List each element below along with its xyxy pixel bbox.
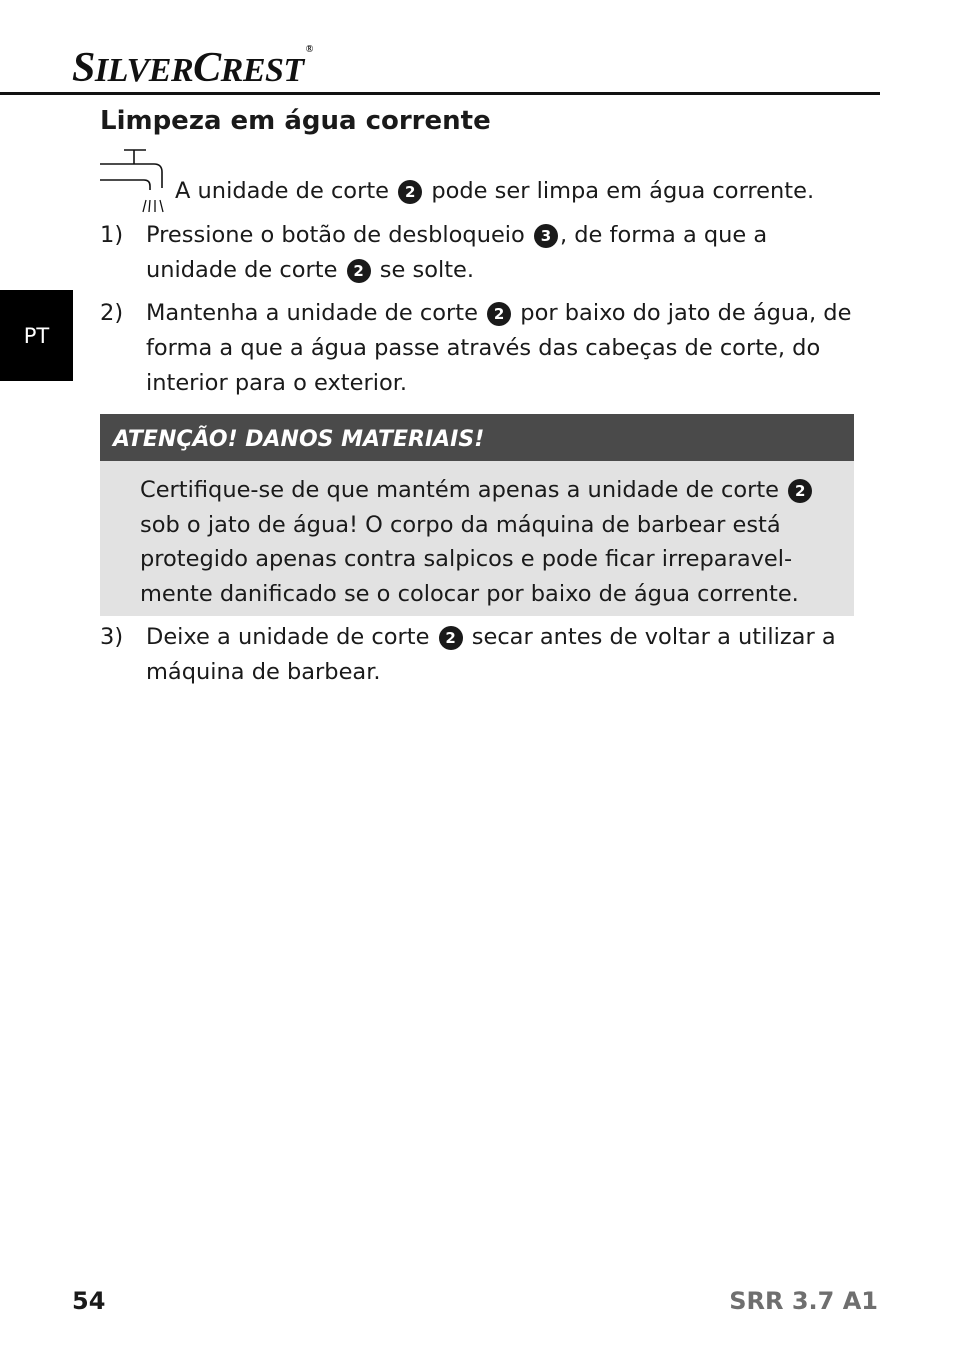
step-text — [146, 218, 856, 288]
section-title: Limpeza em água corrente — [100, 106, 491, 136]
intro-after: pode ser limpa em água corrente. — [431, 178, 815, 204]
header-rule — [0, 92, 880, 95]
page-number: 54 — [72, 1287, 106, 1315]
step-text-part: se solte. — [379, 257, 475, 283]
warning-text-part: Certifique-se de que mantém apenas a unidade de corte — [140, 477, 780, 503]
warning-title: ATENÇÃO! DANOS MATERIAIS! — [100, 414, 854, 461]
step-text-part: Mantenha a unidade de corte — [146, 300, 478, 326]
warning-text — [140, 473, 840, 611]
step-text-part: , de forma a que a unidade de corte — [146, 222, 768, 283]
cutting-unit-ref: 2 — [398, 180, 422, 204]
warning-box — [100, 414, 854, 616]
intro-before: A unidade de corte — [175, 178, 389, 204]
model-number: SRR 3.7 A1 — [729, 1287, 878, 1315]
intro-text — [175, 174, 814, 209]
step-text-part: secar antes de voltar a utilizar a máquina de barbear. — [146, 624, 836, 685]
step-text-part: por baixo do jato de água, de forma a que a água passe através das cabeças de corte, do interior para o exterior. — [146, 300, 852, 396]
release-button-ref: 3 — [534, 224, 558, 248]
step-number: 1) — [100, 222, 124, 248]
step-text-part: Pressione o botão de desbloqueio — [146, 222, 525, 248]
registered-mark: ® — [305, 44, 313, 55]
step-number: 3) — [100, 624, 124, 650]
cutting-unit-ref: 2 — [347, 259, 371, 283]
step-text-part: Deixe a unidade de corte — [146, 624, 430, 650]
step-number: 2) — [100, 300, 124, 326]
water-tap-icon — [100, 148, 170, 216]
language-tab: PT — [0, 290, 73, 381]
warning-text-part: sob o jato de água! O corpo da máquina de barbear está protegido apenas contra salpicos e pode ficar irreparavel- mente danificado se o colocar por baixo de água corrente. — [140, 511, 799, 607]
step-text — [146, 296, 856, 401]
cutting-unit-ref: 2 — [788, 479, 812, 503]
cutting-unit-ref: 2 — [487, 302, 511, 326]
brand-logo: SILVERCREST® — [72, 44, 313, 91]
step-text — [146, 620, 856, 690]
cutting-unit-ref: 2 — [439, 626, 463, 650]
